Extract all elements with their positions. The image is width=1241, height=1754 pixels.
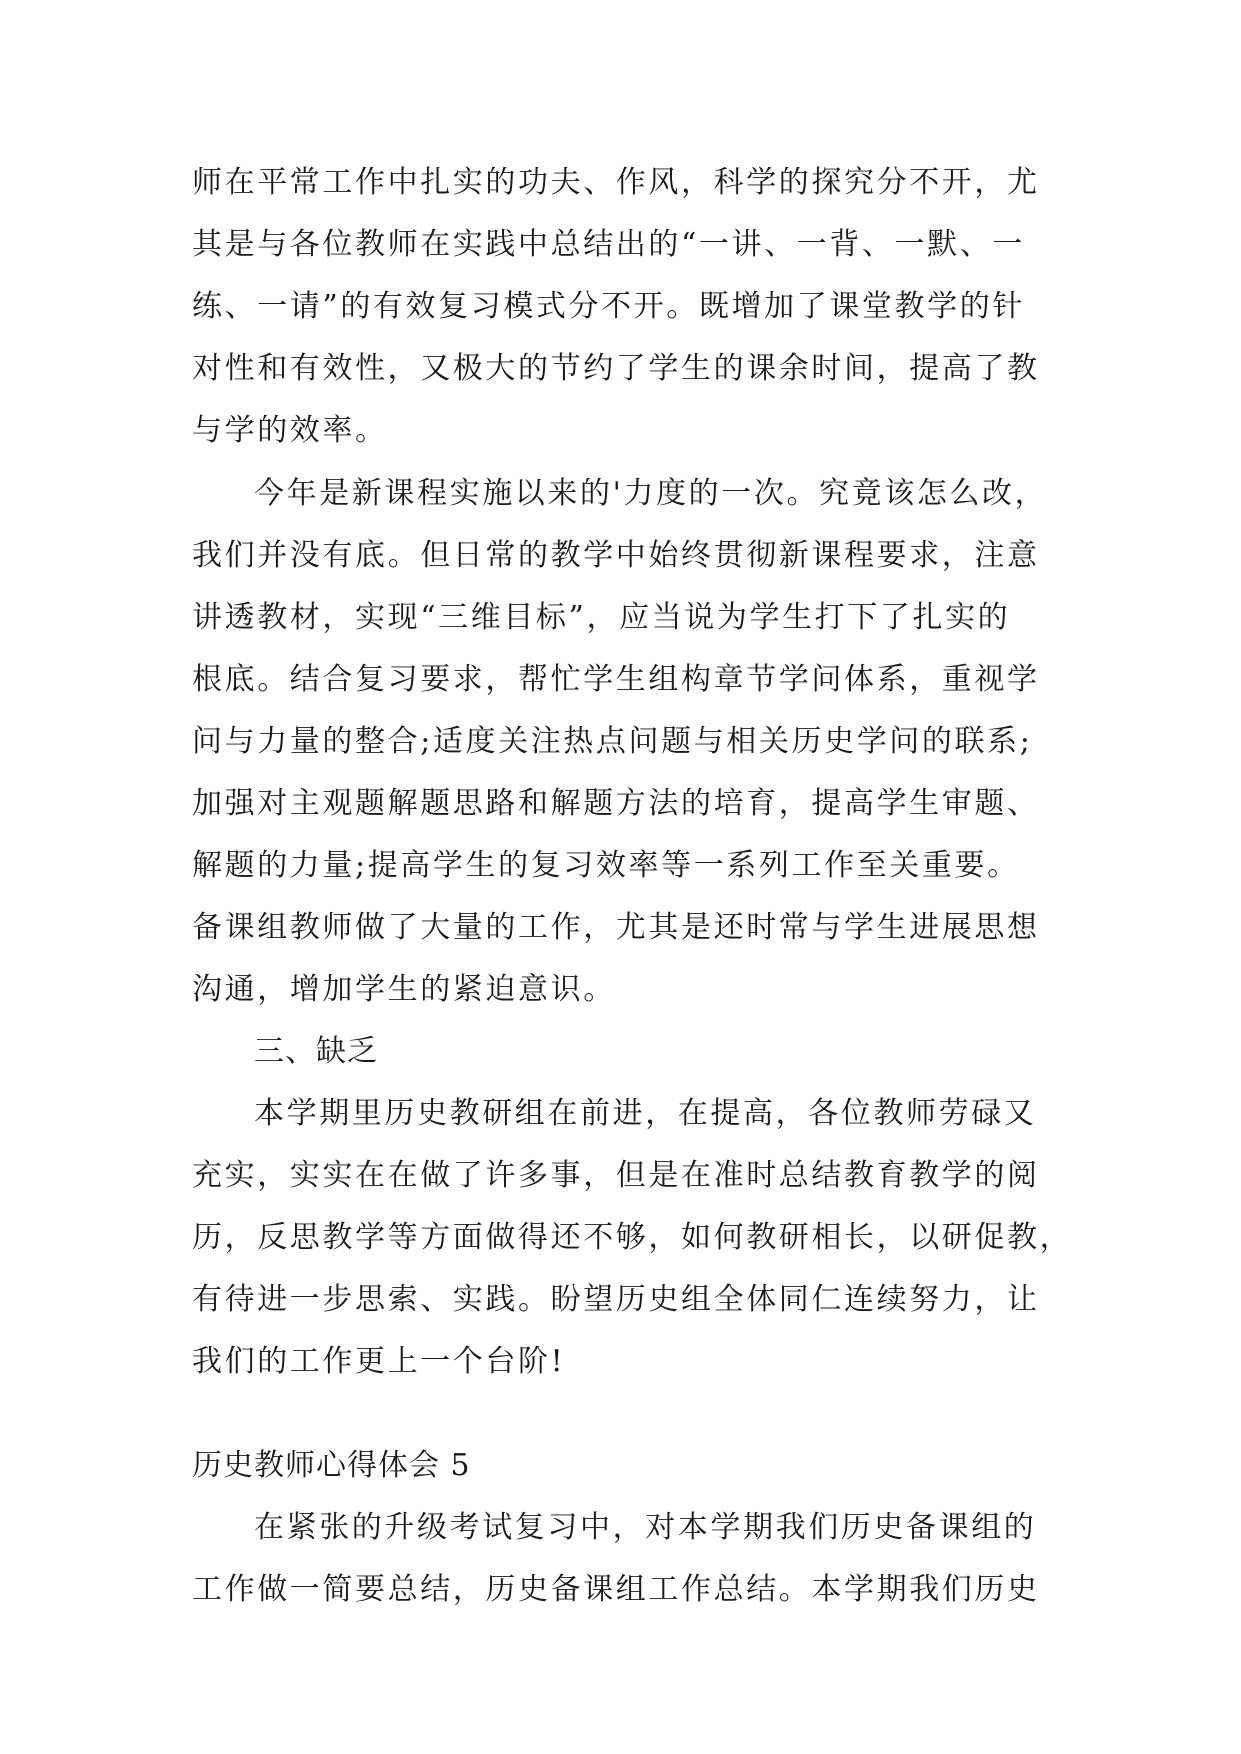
paragraph-line: 对性和有效性，又极大的节约了学生的课余时间，提高了教 [192,351,1040,386]
paragraph-line: 练、一请”的有效复习模式分不开。既增加了课堂教学的针 [192,289,1025,324]
paragraph-line: 工作做一简要总结，历史备课组工作总结。本学期我们历史 [192,1572,1040,1607]
paragraph-line: 问与力量的整合;适度关注热点问题与相关历史学问的联系; [192,724,1033,759]
paragraph-line: 沟通，增加学生的紧迫意识。 [192,972,616,1007]
paragraph-line: 历，反思教学等方面做得还不够，如何教研相长，以研促教， [192,1220,1073,1255]
paragraph-line: 根底。结合复习要求，帮忙学生组构章节学问体系，重视学 [192,662,1040,697]
paragraph-line: 我们的工作更上一个台阶! [192,1344,566,1379]
article-title: 历史教师心得体会 5 [192,1448,471,1483]
section-heading: 三、缺乏 [254,1034,378,1069]
paragraph-line: 在紧张的升级考试复习中，对本学期我们历史备课组的 [254,1510,1037,1545]
paragraph-line: 今年是新课程实施以来的'力度的一次。究竟该怎么改， [254,476,1048,511]
paragraph-line: 备课组教师做了大量的工作，尤其是还时常与学生进展思想 [192,910,1040,945]
paragraph-line: 本学期里历史教研组在前进，在提高，各位教师劳碌又 [254,1096,1037,1131]
paragraph-line: 讲透教材，实现“三维目标”，应当说为学生打下了扎实的 [192,600,1011,635]
paragraph-line: 其是与各位教师在实践中总结出的“一讲、一背、一默、一 [192,227,1025,262]
paragraph-line: 师在平常工作中扎实的功夫、作风，科学的探究分不开，尤 [192,165,1040,200]
paragraph-line: 解题的力量;提高学生的复习效率等一系列工作至关重要。 [192,848,1020,883]
paragraph-line: 我们并没有底。但日常的教学中始终贯彻新课程要求，注意 [192,538,1040,573]
paragraph-line: 有待进一步思索、实践。盼望历史组全体同仁连续努力，让 [192,1282,1040,1317]
paragraph-line: 与学的效率。 [192,413,388,448]
paragraph-line: 充实，实实在在做了许多事，但是在准时总结教育教学的阅 [192,1158,1040,1193]
paragraph-line: 加强对主观题解题思路和解题方法的培育，提高学生审题、 [192,786,1040,821]
